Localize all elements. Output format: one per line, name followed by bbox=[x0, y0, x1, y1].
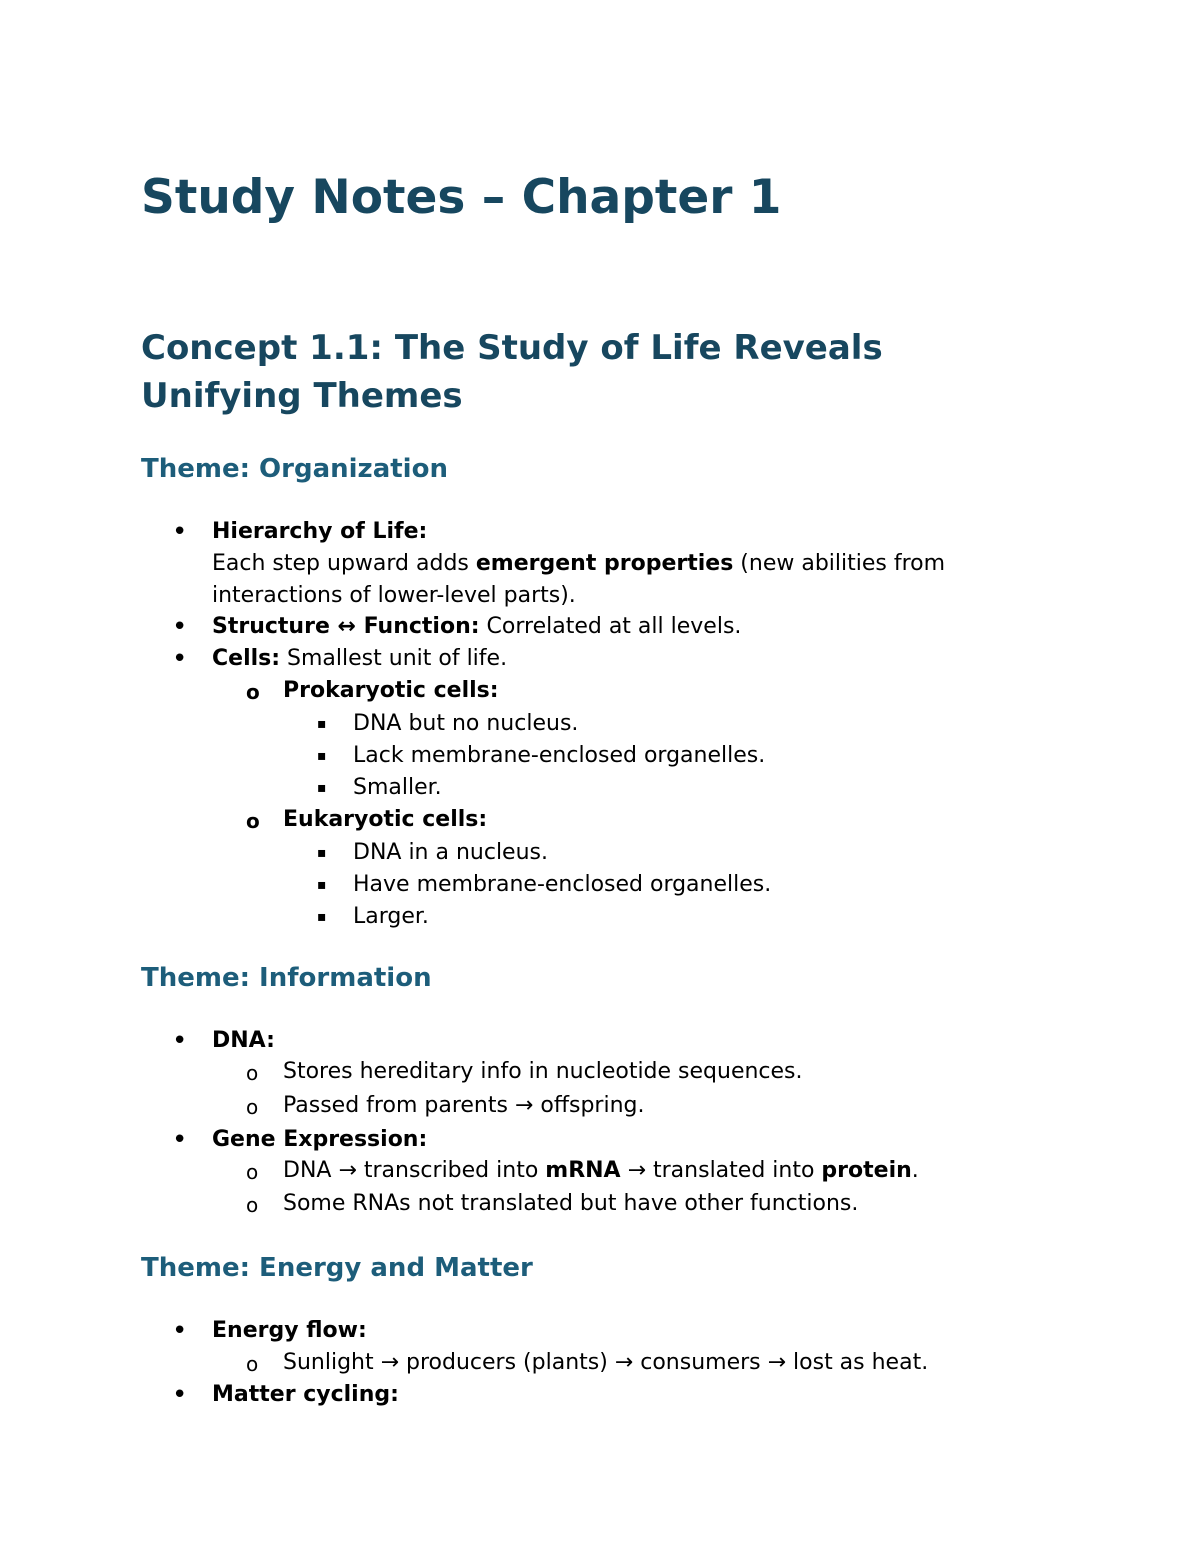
cells-item: Cells: Smallest unit of life. bbox=[212, 646, 508, 671]
circle-marker: o bbox=[246, 1095, 259, 1119]
circle-marker: o bbox=[246, 1061, 259, 1085]
hierarchy-label: Hierarchy of Life: bbox=[212, 519, 428, 544]
prokaryotic-item: Lack membrane-enclosed organelles. bbox=[353, 743, 766, 768]
prokaryotic-label: Prokaryotic cells: bbox=[283, 678, 499, 703]
bullet-marker: • bbox=[172, 1316, 188, 1346]
square-marker: ▪ bbox=[317, 748, 327, 764]
theme-organization-heading: Theme: Organization bbox=[141, 454, 448, 484]
circle-marker: o bbox=[246, 1352, 259, 1376]
circle-marker: o bbox=[246, 1160, 259, 1184]
eukaryotic-item: DNA in a nucleus. bbox=[353, 840, 548, 865]
theme-energy-heading: Theme: Energy and Matter bbox=[141, 1253, 533, 1283]
concept-heading-line-1: Concept 1.1: The Study of Life Reveals bbox=[141, 328, 883, 368]
bullet-marker: • bbox=[172, 1026, 188, 1056]
bullet-marker: • bbox=[172, 612, 188, 642]
concept-heading-line-2: Unifying Themes bbox=[141, 376, 463, 416]
square-marker: ▪ bbox=[317, 716, 327, 732]
square-marker: ▪ bbox=[317, 780, 327, 796]
bullet-marker: • bbox=[172, 1380, 188, 1410]
circle-marker: o bbox=[246, 1193, 259, 1217]
hierarchy-text: Each step upward adds emergent properties (new abilities from bbox=[212, 551, 946, 576]
eukaryotic-item: Larger. bbox=[353, 904, 429, 929]
gene-expression-item: DNA → transcribed into mRNA → translated into protein. bbox=[283, 1158, 919, 1183]
dna-label: DNA: bbox=[212, 1028, 275, 1053]
concept-heading bbox=[141, 324, 1041, 420]
bullet-marker: • bbox=[172, 517, 188, 547]
theme-information-heading: Theme: Information bbox=[141, 963, 432, 993]
eukaryotic-item: Have membrane-enclosed organelles. bbox=[353, 872, 772, 897]
dna-item: Passed from parents → offspring. bbox=[283, 1093, 645, 1118]
gene-expression-label: Gene Expression: bbox=[212, 1127, 428, 1152]
structure-function-item: Structure ↔ Function: Correlated at all levels. bbox=[212, 614, 742, 639]
eukaryotic-label: Eukaryotic cells: bbox=[283, 807, 488, 832]
gene-expression-item: Some RNAs not translated but have other functions. bbox=[283, 1191, 859, 1216]
bullet-marker: • bbox=[172, 1125, 188, 1155]
matter-cycling-label: Matter cycling: bbox=[212, 1382, 399, 1407]
energy-flow-item: Sunlight → producers (plants) → consumers → lost as heat. bbox=[283, 1350, 929, 1375]
hierarchy-text-continued: interactions of lower-level parts). bbox=[212, 583, 576, 608]
square-marker: ▪ bbox=[317, 845, 327, 861]
prokaryotic-item: DNA but no nucleus. bbox=[353, 711, 579, 736]
prokaryotic-item: Smaller. bbox=[353, 775, 442, 800]
circle-marker: o bbox=[246, 680, 260, 704]
square-marker: ▪ bbox=[317, 877, 327, 893]
bullet-marker: • bbox=[172, 644, 188, 674]
dna-item: Stores hereditary info in nucleotide sequences. bbox=[283, 1059, 803, 1084]
square-marker: ▪ bbox=[317, 909, 327, 925]
circle-marker: o bbox=[246, 809, 260, 833]
document-title: Study Notes – Chapter 1 bbox=[141, 170, 782, 225]
energy-flow-label: Energy flow: bbox=[212, 1318, 367, 1343]
